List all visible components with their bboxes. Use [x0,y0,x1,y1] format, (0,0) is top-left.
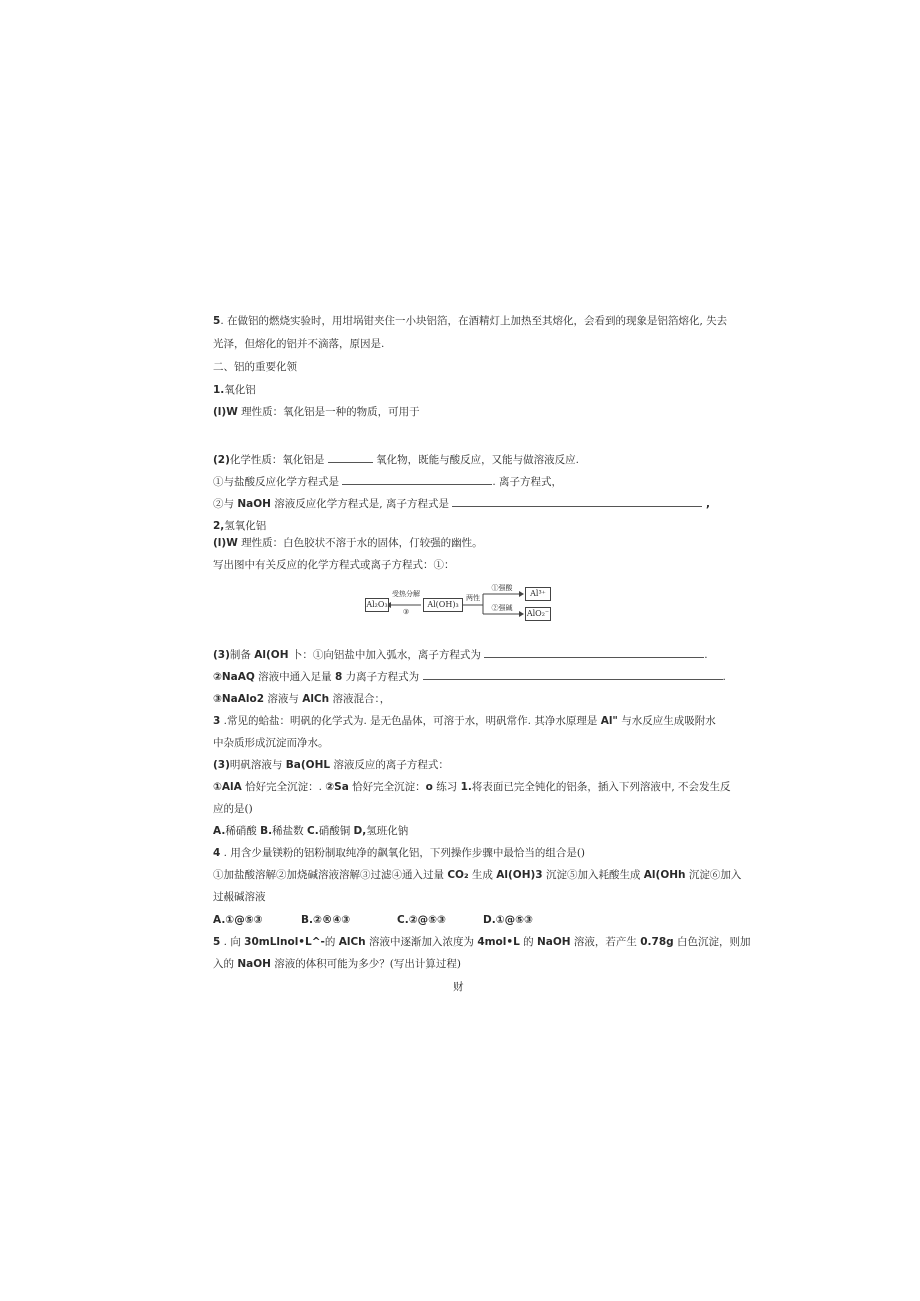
alumina-hcl-equation: ①与盐酸反应化学方程式是 . 离子方程式， [213,476,563,488]
box-aluminate: AlO₂⁻ [525,607,551,621]
blank [484,648,704,658]
subheading-alumina: 1.氧化铝 [213,384,256,396]
exercise-1-options: A.稀硝酸 B.稀盐数 C.硝酸铜 D,氢班化钠 [213,825,409,837]
question-5-line-2: 光泽，但熔化的铝并不滴落，原因是. [213,338,385,350]
prepare-aloh3-3: ③NaAlo2 溶液与 AlCh 溶液混合：， [213,693,391,705]
diagram-instruction: 写出图中有关反应的化学方程式或离子方程式：①： [213,559,455,571]
exercise-1-line-2: 应的是() [213,803,253,815]
blank [342,475,492,485]
alumina-physical: (l)W 理性质：氧化铝是一种的物质，可用于 [213,406,420,418]
label-decompose: 受热分解 [392,590,420,598]
question-4: 4 . 用含少量镁粉的铝粉制取纯净的飙氧化铝，下列操作步骤中最恰当的组合是() [213,847,586,859]
alum-line-2: 中杂质形成沉淀而净水。 [213,737,329,749]
label-strong-acid: ①强酸 [491,584,513,592]
box-aloh3: Al(OH)₃ [423,598,463,612]
question-5b-line-2: 入的 NaOH 溶液的体积可能为多少？(写出计算过程) [213,958,461,970]
prepare-aloh3-2: ②NaAQ 溶液中通入足量 8 力离子方程式为 . [213,671,726,683]
blank [452,497,702,507]
alumina-naoh-equation: ②与 NaOH 溶液反应化学方程式是, 离子方程式是 , [213,498,710,510]
label-strong-base: ②强碱 [491,604,513,612]
label-step-3: ③ [402,608,410,616]
blank [423,670,723,680]
box-al-ion: Al³⁺ [525,587,551,601]
label-amphoteric: 两性 [466,594,480,602]
box-al2o3: Al₂O₃ [365,598,389,612]
question-4-options: A.①@⑤③ B.②®④③ C.②@⑤③ D.①@⑤③ [213,914,533,926]
question-4-steps-2: 过赧碱溶液 [213,891,266,903]
prepare-aloh3: (3)制备 Al(OH 卜：①向铝盐中加入弧水，离子方程式为 . [213,649,708,661]
reaction-diagram [365,584,555,624]
page-footer: 财 [453,981,464,993]
blank [328,453,373,463]
subheading-hydroxide: 2,氢氧化铝 [213,520,267,532]
alum-line-1: 3 .常见的蛤盐：明矾的化学式为. 是无色晶体，可溶于水，明矾常作. 其净水原理是 Al" 与水反应生成吸附水 [213,715,716,727]
exercise-1-line-1: ①AlA 恰好完全沉淀：. ②Sa 恰好完全沉淀：o 练习 1.将表面已完全钝化的铝条，插入下列溶液中, 不会发生反 [213,781,731,793]
section-heading: 二、铝的重要化领 [213,361,297,373]
arrowhead-acid [519,591,524,597]
alum-baoh2: (3)明矾溶液与 Ba(OHL 溶液反应的离子方程式： [213,759,449,771]
hydroxide-physical: (l)W 理性质：白色胶状不溶于水的固体，仃较强的幽性。 [213,537,483,549]
alumina-chemical: (2)化学性质：氧化铝是 氧化物，既能与酸反应，又能与做溶液反应. [213,454,579,466]
question-5-line-1: 5. 在做铝的燃烧实验时，用坩埚钳夹住一小块铝箔，在酒精灯上加热至其熔化，会看到的现象是铝箔熔化, 失去 [213,315,728,327]
question-4-steps: ①加盐酸溶解②加烧碱溶液溶解③过滤④通入过量 CO₂ 生成 Al(OH)3 沉淀⑤加入耗酸生成 Al(OHh 沉淀⑥加入 [213,869,742,881]
arrowhead-base [519,611,524,617]
question-5b-line-1: 5 . 向 30mLlnol•L^-的 AlCh 溶液中逐渐加入浓度为 4mol•L 的 NaOH 溶液，若产生 0.78g 白色沉淀，则加 [213,936,751,948]
